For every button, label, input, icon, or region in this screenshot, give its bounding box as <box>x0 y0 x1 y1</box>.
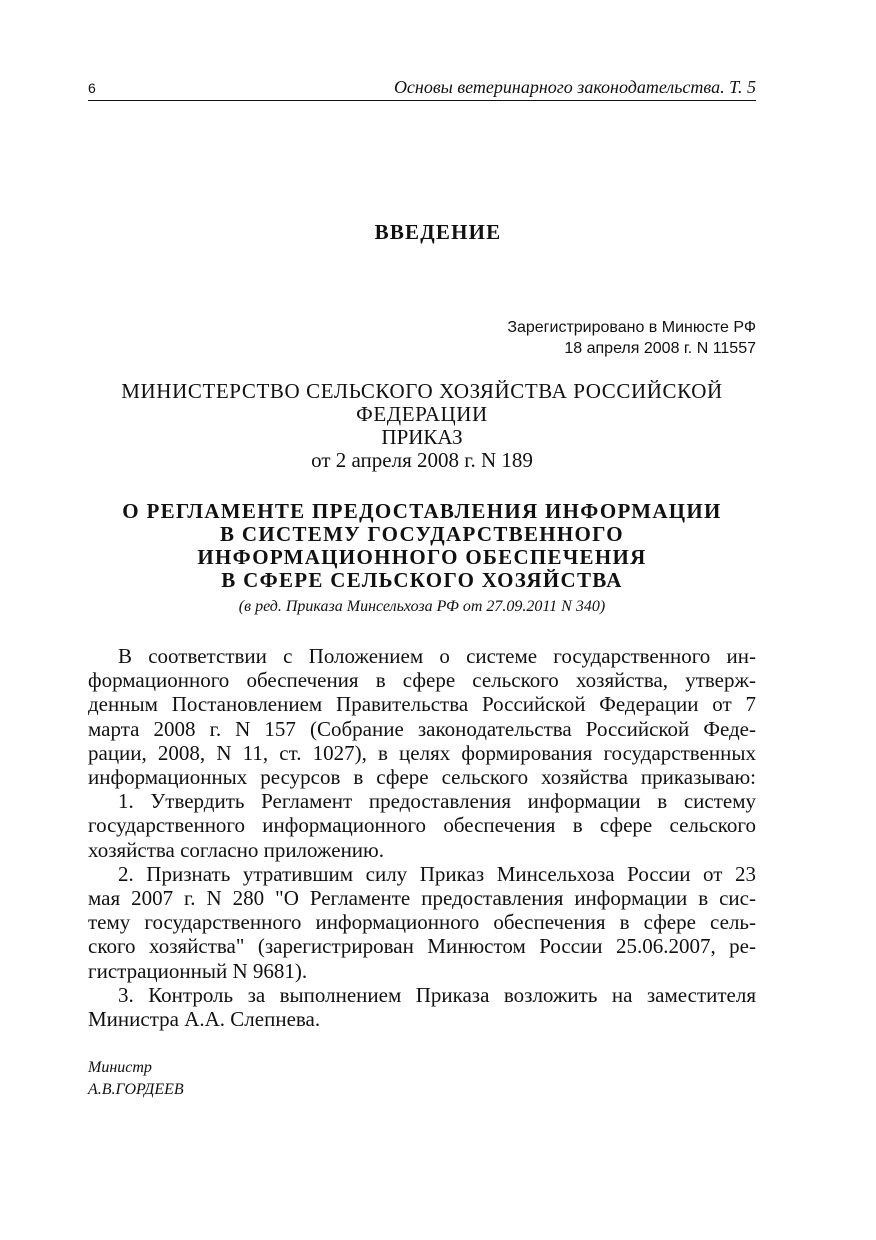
running-header <box>88 76 756 101</box>
page-number: 6 <box>88 80 96 96</box>
registration-note <box>507 317 756 359</box>
text-line: 1. Утвердить Регламент предоставления информации в систему <box>118 789 756 814</box>
preamble-paragraph <box>88 644 756 789</box>
text-line: марта 2008 г. N 157 (Собрание законодательства Российской Феде- <box>88 716 756 741</box>
running-title: Основы ветеринарного законодательства. Т. 5 <box>393 77 756 97</box>
text-line: 2. Признать утратившим силу Приказ Минсельхоза России от 23 <box>118 861 756 886</box>
document-date: от 2 апреля 2008 г. N 189 <box>311 448 533 472</box>
text-line: мая 2007 г. N 280 "О Регламенте предоставления информации в сис- <box>88 886 756 911</box>
text-line: денным Постановлением Правительства Российской Федерации от 7 <box>88 692 756 717</box>
text-line: ского хозяйства" (зарегистрирован Минюстом России 25.06.2007, ре- <box>88 934 756 959</box>
order-item-2 <box>88 862 756 983</box>
order-title-line: В СИСТЕМУ ГОСУДАРСТВЕННОГО <box>220 522 624 546</box>
ministry-name-cont: ФЕДЕРАЦИИ <box>356 402 488 426</box>
text-line: тему государственного информационного обеспечения в сфере сель- <box>88 910 756 935</box>
ministry-name: МИНИСТЕРСТВО СЕЛЬСКОГО ХОЗЯЙСТВА РОССИЙСКОЙ <box>121 379 723 403</box>
order-title-line: В СФЕРЕ СЕЛЬСКОГО ХОЗЯЙСТВА <box>221 568 623 592</box>
signatory-name: А.В.ГОРДЕЕВ <box>88 1081 184 1098</box>
text-line: В соответствии с Положением о системе государственного ин- <box>118 644 756 668</box>
order-item-3 <box>88 983 756 1031</box>
order-title-line: О РЕГЛАМЕНТЕ ПРЕДОСТАВЛЕНИЯ ИНФОРМАЦИИ <box>122 499 722 523</box>
order-item-1 <box>88 789 756 862</box>
section-title: ВВЕДЕНИЕ <box>374 220 502 244</box>
signature-block <box>88 1057 184 1101</box>
text-line: информационных ресурсов в сфере сельского хозяйства приказываю: <box>88 765 756 790</box>
amendment-note: (в ред. Приказа Минсельхоза РФ от 27.09.2011 N 340) <box>238 598 606 615</box>
document-type: ПРИКАЗ <box>381 425 463 449</box>
text-line: хозяйства согласно приложению. <box>88 837 384 862</box>
text-line: формационного обеспечения в сфере сельского хозяйства, утверж- <box>88 668 756 693</box>
signatory-position: Министр <box>88 1059 152 1076</box>
registration-line: 18 апреля 2008 г. N 11557 <box>564 340 756 357</box>
text-line: государственного информационного обеспечения в сфере сельского <box>88 813 756 838</box>
text-line: Министра А.А. Слепнева. <box>88 1007 321 1032</box>
text-line: 3. Контроль за выполнением Приказа возложить на заместителя <box>118 982 756 1007</box>
issuer-block <box>88 380 756 472</box>
order-title-line: ИНФОРМАЦИОННОГО ОБЕСПЕЧЕНИЯ <box>197 545 647 569</box>
order-body <box>88 644 756 1031</box>
registration-line: Зарегистрировано в Минюсте РФ <box>507 319 756 336</box>
text-line: гистрационный N 9681). <box>88 958 308 983</box>
text-line: рации, 2008, N 11, ст. 1027), в целях формирования государственных <box>88 740 756 765</box>
order-title <box>88 500 756 592</box>
